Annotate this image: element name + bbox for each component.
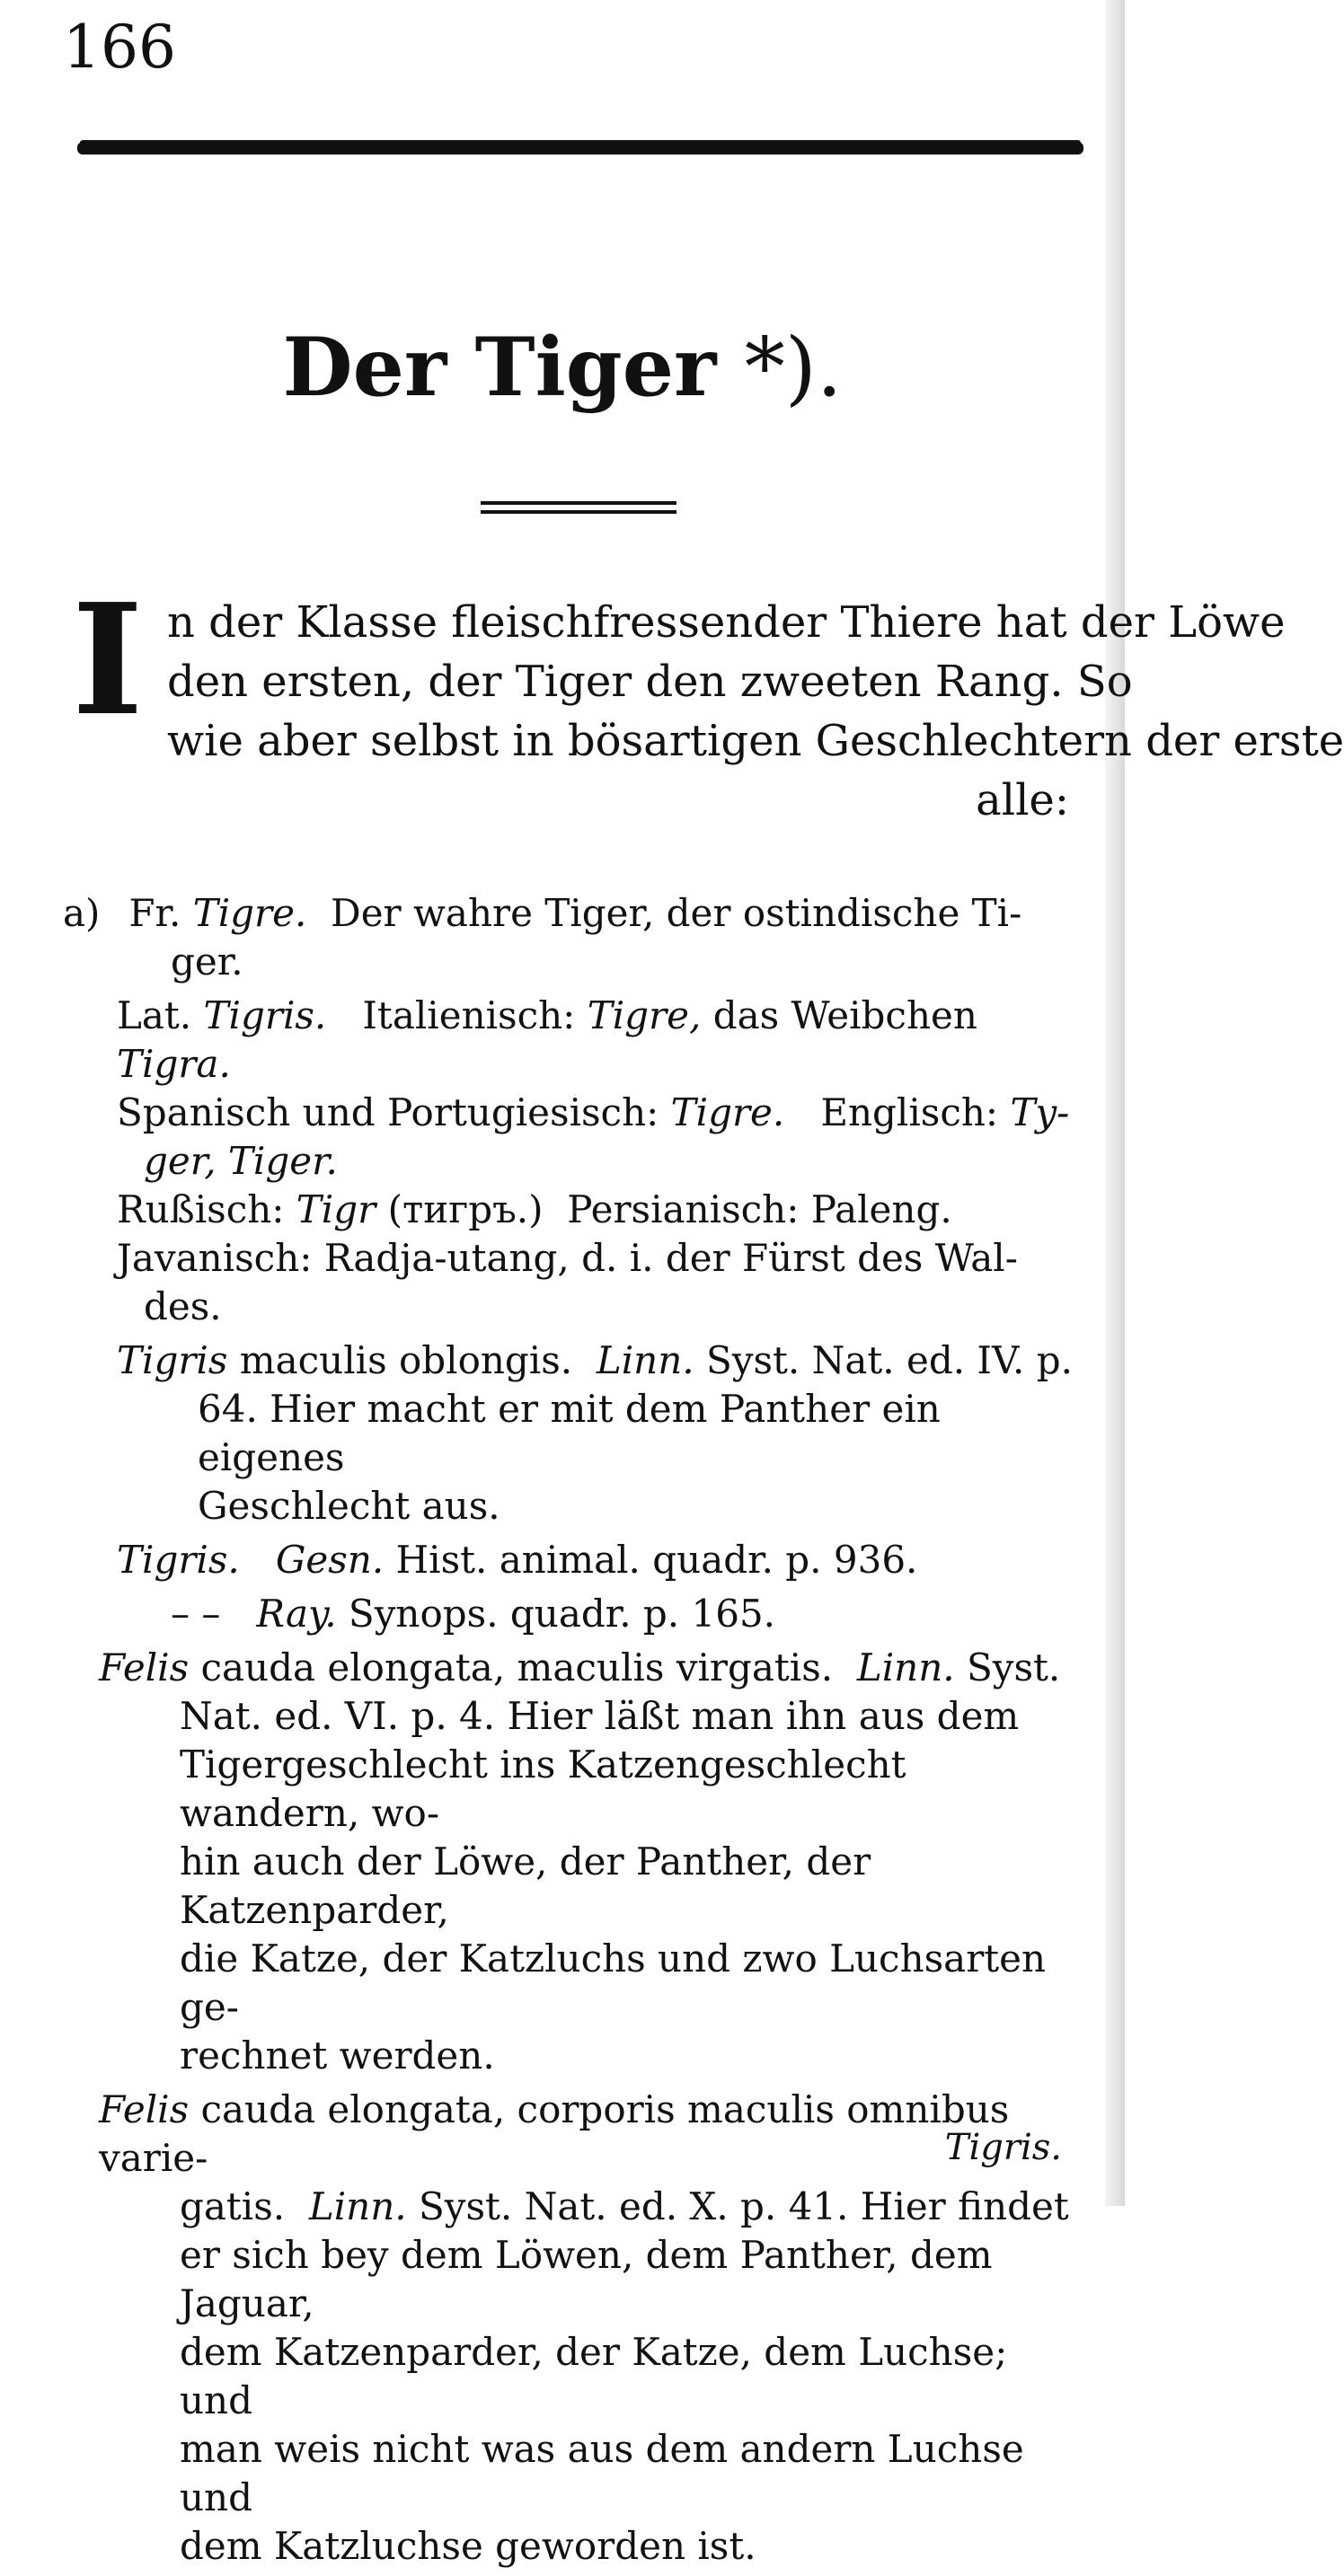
note-text: cauda elongata, maculis virgatis.: [200, 1645, 834, 1689]
lang-label: Rußisch:: [117, 1187, 285, 1231]
note-text: Syst.: [966, 1645, 1061, 1689]
cyrillic-term: (тигръ.): [387, 1187, 544, 1231]
note-text: Paleng.: [810, 1187, 952, 1231]
intro-line: wie aber selbst in bösartigen Geschlechtern der erste: [167, 716, 1344, 766]
reference-felis-2: [63, 2086, 1087, 2571]
intro-line: alle:: [976, 775, 1069, 825]
synonym-line: [117, 1137, 1087, 1186]
note-text: des.: [144, 1284, 222, 1328]
synonym-line: [117, 1234, 1087, 1283]
ditto-dash: – –: [171, 1592, 221, 1636]
note-text: Javanisch: Radja-utang, d. i. der Fürst des Wal-: [117, 1236, 1018, 1280]
reference-line: [99, 2183, 1087, 2231]
footnotes: [63, 889, 1087, 2576]
synonym-line: [117, 992, 1087, 1089]
note-text: die Katze, der Katzluchs und zwo Luchsarten ge-: [180, 1936, 1047, 2029]
note-text: maculis oblongis.: [239, 1338, 573, 1382]
note-text: cauda elongata, corporis maculis omnibus varie-: [99, 2087, 1010, 2180]
page-number: 166: [63, 13, 176, 82]
note-text: Syst. Nat. ed. IV. p.: [705, 1338, 1073, 1382]
reference-line: [99, 2086, 1087, 2183]
note-text: 64. Hier macht er mit dem Panther ein eigenes: [198, 1387, 941, 1479]
lang-label: Fr.: [128, 891, 181, 935]
reference-line: [99, 1644, 1087, 1692]
synonym-line: [117, 1089, 1087, 1137]
latin-term: Tigre,: [587, 993, 702, 1037]
top-rule: [77, 142, 1083, 154]
reference-tigris-1: [63, 1337, 1087, 1531]
reference-ray: [63, 1590, 1087, 1638]
latin-term: Ty-: [1010, 1090, 1070, 1134]
note-text: hin auch der Löwe, der Panther, der Katzenparder,: [180, 1839, 871, 1932]
reference-tigris-2: [63, 1536, 1087, 1584]
title-footnote-mark: *).: [744, 321, 843, 415]
footnote-a: [63, 889, 1087, 986]
author-ref: Linn.: [308, 2184, 407, 2228]
latin-term: Tigr: [296, 1187, 376, 1231]
author-ref: Linn.: [856, 1645, 955, 1689]
lang-label: Persianisch:: [567, 1187, 800, 1231]
latin-term: Tigris.: [117, 1538, 240, 1582]
note-text: rechnet werden.: [180, 2033, 495, 2078]
latin-term: ger, Tiger.: [144, 1139, 338, 1183]
catchword: Tigris.: [944, 2127, 1062, 2168]
reference-line: [117, 1337, 1087, 1385]
note-text: Der wahre Tiger, der ostindische Ti-: [331, 891, 1022, 935]
title-text: Der Tiger: [282, 320, 717, 415]
lang-label: Spanisch und Portugiesisch:: [117, 1090, 659, 1134]
note-text: Geschlecht aus.: [198, 1484, 500, 1528]
note-text: Hist. animal. quadr. p. 936.: [395, 1538, 918, 1582]
synonym-lines: [63, 992, 1087, 1331]
note-text: Syst. Nat. ed. X. p. 41. Hier findet: [418, 2184, 1069, 2228]
synonym-line: [117, 1186, 1087, 1234]
intro-line: den ersten, der Tiger den zweeten Rang. So: [167, 657, 1133, 707]
latin-term: Tigris: [117, 1338, 228, 1382]
note-text: er sich bey dem Löwen, dem Panther, dem Jaguar,: [180, 2233, 993, 2325]
note-text: ger.: [171, 940, 243, 984]
page-title: [0, 320, 1125, 415]
latin-term: Felis: [99, 2087, 190, 2131]
note-text: dem Katzenparder, der Katze, dem Luchse; und: [180, 2330, 1008, 2422]
latin-term: Tigre.: [192, 891, 307, 935]
note-text: dem Katzluchse geworden ist.: [180, 2524, 756, 2568]
title-divider: [481, 501, 676, 514]
lang-label: Italienisch:: [362, 993, 576, 1037]
latin-term: Tigra.: [117, 1042, 231, 1086]
note-text: das Weibchen: [712, 993, 977, 1037]
latin-term: Tigris.: [203, 993, 327, 1037]
author-ref: Ray.: [256, 1592, 337, 1636]
lang-label: Englisch:: [820, 1090, 999, 1134]
latin-term: Tigre.: [670, 1090, 785, 1134]
intro-line: n der Klasse fleischfressender Thiere hat der Löwe: [167, 597, 1286, 648]
note-text: Tigergeschlecht ins Katzengeschlecht wandern, wo-: [180, 1742, 906, 1835]
note-text: Nat. ed. VI. p. 4. Hier läßt man ihn aus dem: [180, 1694, 1020, 1738]
lang-label: Lat.: [117, 993, 192, 1037]
latin-term: Felis: [99, 1645, 190, 1689]
note-text: man weis nicht was aus dem andern Luchse und: [180, 2427, 1024, 2519]
reference-felis-1: [63, 1644, 1087, 2080]
note-text: gatis.: [180, 2184, 286, 2228]
author-ref: Gesn.: [275, 1538, 385, 1582]
author-ref: Linn.: [596, 1338, 694, 1382]
note-text: Synops. quadr. p. 165.: [348, 1592, 776, 1636]
footnote-marker: a): [63, 891, 101, 935]
synonym-line: [117, 1283, 1087, 1331]
drop-initial: I: [72, 570, 144, 750]
intro-paragraph: [63, 570, 1344, 830]
